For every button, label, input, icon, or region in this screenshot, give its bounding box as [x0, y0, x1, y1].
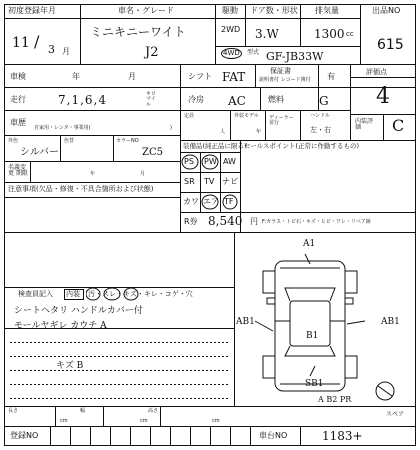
mileage-label: 走行 [10, 95, 26, 104]
equip-tf: TF [224, 197, 234, 206]
history-label: 車歴 [10, 118, 26, 127]
equip-sr: SR [184, 177, 195, 186]
height-label: 高さ [148, 408, 159, 414]
model-code: GF-JB33W [266, 50, 324, 63]
drive-4wd-circled: 4WD [223, 49, 240, 57]
exterior-color-label: 外色 [8, 138, 19, 144]
grade: J2 [145, 45, 159, 60]
equipment-title: 装備品(純正品に限る) [183, 142, 247, 150]
first-reg-label: 初度登録年月 [8, 6, 56, 15]
glass-legend: F:ガラス・トビ石・キズ・ヒビ・ワレ・リペア跡 [262, 219, 371, 225]
inspection-year-unit: 年 [72, 72, 80, 81]
chassis-no-label: 車台NO [259, 431, 288, 440]
doors-value: 3.W [255, 27, 279, 41]
spare-tire-label: スペア [386, 411, 405, 418]
equip-navi: ナビ [222, 177, 238, 186]
score-value: 4 [376, 84, 390, 109]
r-ticket-unit: 円 [250, 217, 258, 226]
inspector-checklist: 汚・スレ・キズ・キレ・コゲ・穴 [88, 290, 193, 298]
first-reg-year: 11 [12, 35, 30, 51]
drive-label: 駆動 [222, 6, 238, 15]
reg-no-label: 登録NO [10, 431, 39, 440]
chassis-no-value: 1183+ [322, 429, 363, 443]
height-unit: cm [212, 418, 220, 424]
first-reg-month: 3 [48, 43, 55, 56]
length-label: 長さ [8, 408, 19, 414]
r-ticket-value: 8,540 [208, 214, 243, 228]
name-change-month: 月 [140, 171, 146, 177]
inspector-comment-3: キズ B [56, 361, 84, 371]
drive-value: 2WD [221, 25, 241, 34]
capacity-label: 定員 [184, 113, 195, 119]
r-ticket-label: R券 [184, 217, 198, 226]
equip-tv: TV [204, 177, 215, 186]
checklist-circles [86, 287, 146, 301]
equip-ps: PS [184, 157, 194, 166]
warranty-sub: 説明書付 レコード簿付 [259, 77, 311, 83]
name-change-year: 年 [90, 171, 96, 177]
shift-value: FAT [222, 70, 246, 84]
color-no-value: ZC5 [142, 147, 163, 158]
interior-rating-value: C [392, 116, 405, 135]
inspector-comment-2: モールヤギレ カウチ A [14, 321, 107, 331]
body-model-unit: 年 [256, 129, 262, 135]
cc-unit: cc [346, 30, 354, 38]
equip-airbag: エア [203, 197, 219, 206]
ac-label: 冷房 [188, 95, 204, 104]
width-unit: cm [140, 418, 148, 424]
inspection-label: 車検 [10, 72, 26, 81]
equip-leather: カワ [183, 197, 199, 206]
diagram-label-bottom: A B2 PR [318, 395, 352, 404]
interior-rating-label: 内装評価 [355, 118, 374, 132]
handle-label: ハンドル [310, 113, 331, 119]
length-unit: cm [60, 418, 68, 424]
notes-label: 注意事項(欠品・修復・不具合箇所および状態) [8, 185, 154, 193]
displacement-label: 排気量 [315, 6, 339, 15]
lot-number: 615 [377, 37, 404, 53]
equip-aw: AW [223, 157, 236, 166]
score-label: 評価点 [366, 68, 387, 76]
color-no-label: カラーNO [116, 138, 139, 144]
warranty-label: 保証書 [270, 67, 291, 75]
diagram-label-b1: B1 [306, 331, 319, 341]
handle-value: 左・右 [310, 126, 331, 134]
history-close: ) [170, 125, 172, 131]
interior-tag-text: 内装 [66, 290, 80, 298]
diagram-label-ab1-left: AB1 [236, 317, 255, 327]
equipment-circles [180, 152, 240, 212]
sales-point-label: セールスポイント(正常に作動するもの) [244, 142, 359, 150]
doors-label: ドア数・形状 [250, 6, 298, 15]
first-reg-slash: / [34, 32, 40, 51]
fuel-value: G [319, 94, 329, 108]
inspector-comment-1: シートヘタリ ハンドルカバー付 [14, 306, 143, 316]
first-reg-unit: 月 [62, 47, 70, 56]
km-label: キロ マイル [146, 91, 157, 108]
equip-pw: PW [204, 157, 217, 166]
car-name-label: 車名・グレード [118, 6, 174, 15]
capacity-unit: 人 [220, 129, 226, 135]
body-model-label: 外装モデル [234, 113, 259, 119]
diagram-label-a1: A1 [303, 239, 316, 249]
exterior-color-value: シルバー [20, 147, 60, 158]
name-change-label: 名義変更 期限 [8, 164, 28, 178]
lot-label: 出品NO [372, 6, 401, 15]
shift-label: シフト [188, 72, 212, 81]
warranty-mark: 有 [327, 72, 335, 81]
interior-color-label: 色替 [64, 138, 75, 144]
fuel-label: 燃料 [268, 95, 284, 104]
diagram-label-ab1-right: AB1 [381, 317, 400, 327]
inspection-month-unit: 月 [128, 72, 136, 81]
car-name: ミニキニーワイト [90, 25, 186, 39]
displacement-value: 1300 [314, 27, 345, 41]
history-options: 自家用・レンタ・事業用( [34, 125, 91, 131]
dealer-label: ディーラー 並行 [269, 115, 294, 127]
width-label: 幅 [80, 408, 86, 414]
model-label: 型式 [247, 49, 260, 56]
inspector-label: 検査員記入 [18, 290, 53, 298]
mileage-value: 7,1,6,4 [58, 93, 107, 107]
ac-value: AC [228, 94, 246, 108]
diagram-label-sb1: SB1 [305, 379, 324, 389]
